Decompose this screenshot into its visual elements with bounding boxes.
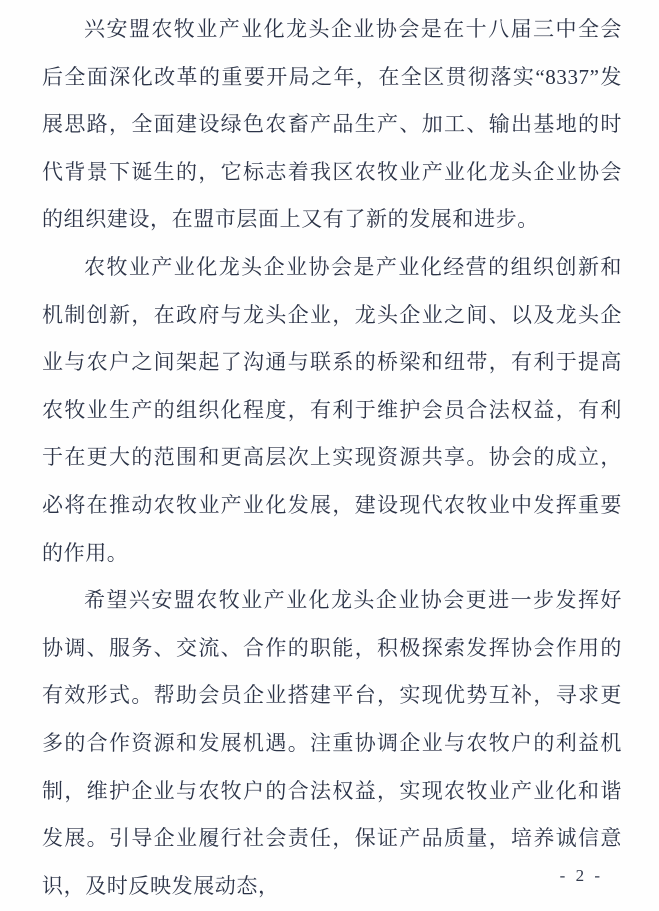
paragraph-3: 希望兴安盟农牧业产业化龙头企业协会更进一步发挥好协调、服务、交流、合作的职能，积极探索发挥协会作用的有效形式。帮助会员企业搭建平台，实现优势互补，寻求更多的合作资源和发展机遇。注重协调企业与农牧户的利益机制，维护企业与农牧户的合法权益，实现农牧业产业化和谐发展。引导企业履行社会责任，保证产品质量，培养诚信意识，及时反映发展动态， (42, 588, 622, 898)
body-text (42, 6, 622, 910)
paragraph-1: 兴安盟农牧业产业化龙头企业协会是在十八届三中全会后全面深化改革的重要开局之年，在全区贯彻落实“8337”发展思路，全面建设绿色农畜产品生产、加工、输出基地的时代背景下诞生的，它标志着我区农牧业产业化龙头企业协会的组织建设，在盟市层面上又有了新的发展和进步。 (42, 17, 622, 232)
page-number: - 2 - (559, 866, 603, 885)
paragraph-2: 农牧业产业化龙头企业协会是产业化经营的组织创新和机制创新，在政府与龙头企业，龙头企业之间、以及龙头企业与农户之间架起了沟通与联系的桥梁和纽带，有利于提高农牧业生产的组织化程度，有利于维护会员合法权益，有利于在更大的范围和更高层次上实现资源共享。协会的成立，必将在推动农牧业产业化发展，建设现代农牧业中发挥重要的作用。 (42, 254, 622, 565)
